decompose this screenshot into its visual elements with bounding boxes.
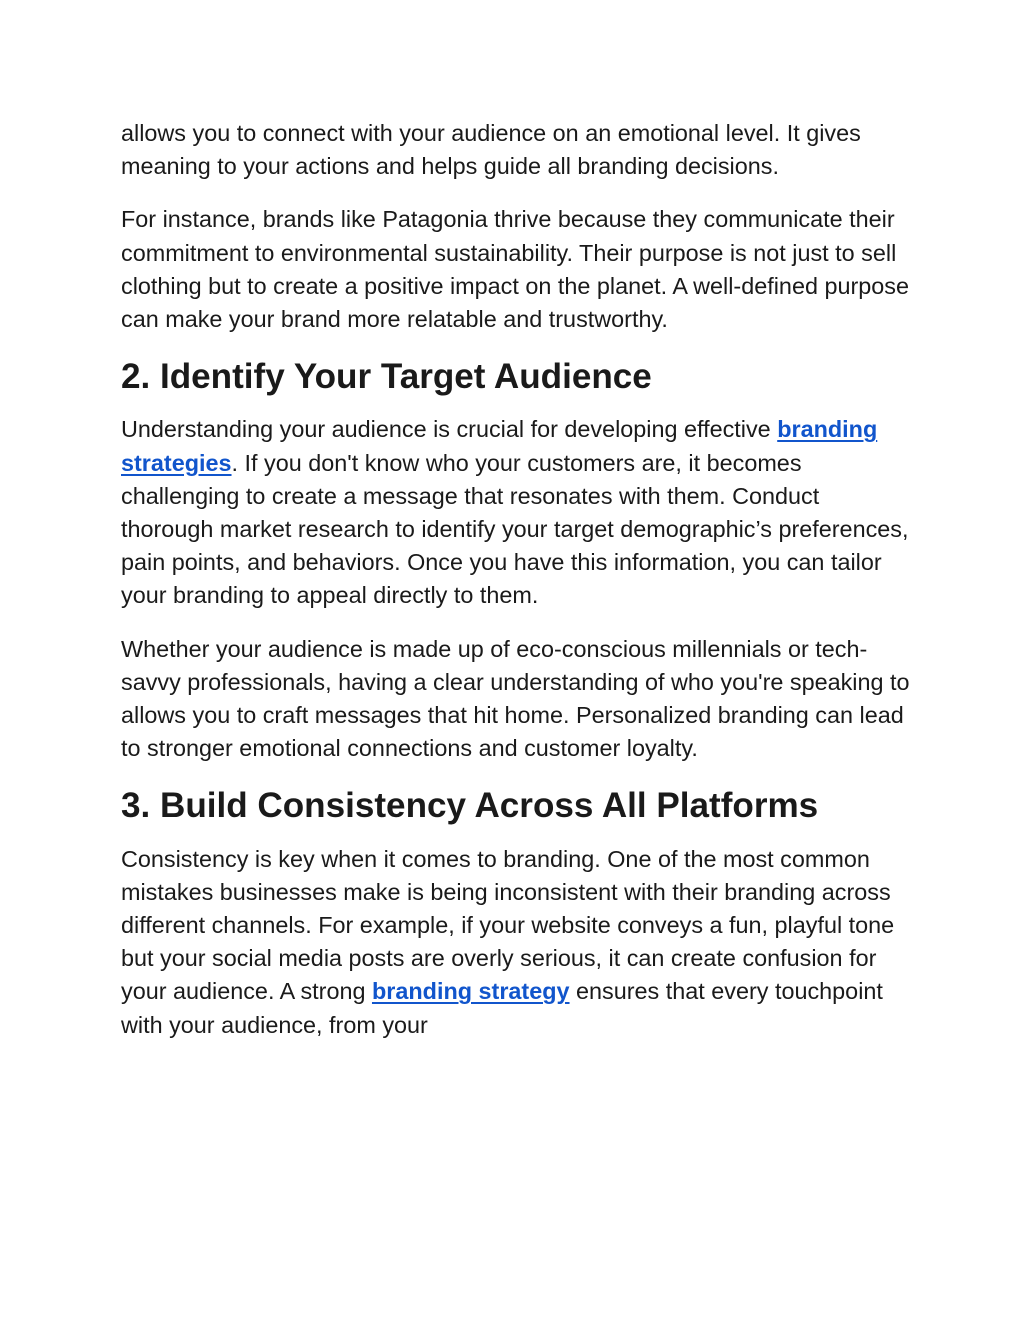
- document-page: [121, 117, 911, 1062]
- paragraph-understanding-audience: [121, 413, 911, 612]
- paragraph-audience-types: Whether your audience is made up of eco-conscious millennials or tech-savvy professionals, having a clear understanding of who you're speaking to allows you to craft messages that hit home. Personalized branding can lead to stronger emotional connections and customer loyalty.: [121, 635, 910, 762]
- paragraph-purpose-intro: allows you to connect with your audience on an emotional level. It gives meaning to your actions and helps guide all branding decisions.: [121, 120, 861, 180]
- paragraph-patagonia-example: For instance, brands like Patagonia thrive because they communicate their commitment to environmental sustainability. Their purpose is not just to sell clothing but to create a positive impact on the planet. A well-defined purpose can make your brand more relatable and trustworthy.: [121, 206, 909, 333]
- paragraph-text: Consistency is key when it comes to branding. One of the most common mistakes businesses make is being inconsistent with their branding across different channels. For example, if your website conveys a fun, playful tone but your social media posts are overly serious, it can create confusion for your audience. A strong: [121, 845, 895, 1005]
- branding-strategy-link[interactable]: branding strategy: [371, 978, 570, 1005]
- heading-identify-target-audience: 2. Identify Your Target Audience: [121, 357, 652, 397]
- paragraph-consistency: [121, 843, 911, 1042]
- paragraph-text: Understanding your audience is crucial for developing effective: [121, 416, 778, 443]
- heading-build-consistency: 3. Build Consistency Across All Platforms: [121, 786, 819, 826]
- branding-strategies-link[interactable]: branding strategies: [121, 416, 878, 476]
- paragraph-text: ensures that every touchpoint with your audience, from your: [121, 978, 883, 1038]
- paragraph-text: . If you don't know who your customers are, it becomes challenging to create a message that resonates with them. Conduct thorough market research to identify your target demographic’s preferences, pain points, and behaviors. Once you have this information, you can tailor your branding to appeal directly to them.: [121, 449, 909, 609]
